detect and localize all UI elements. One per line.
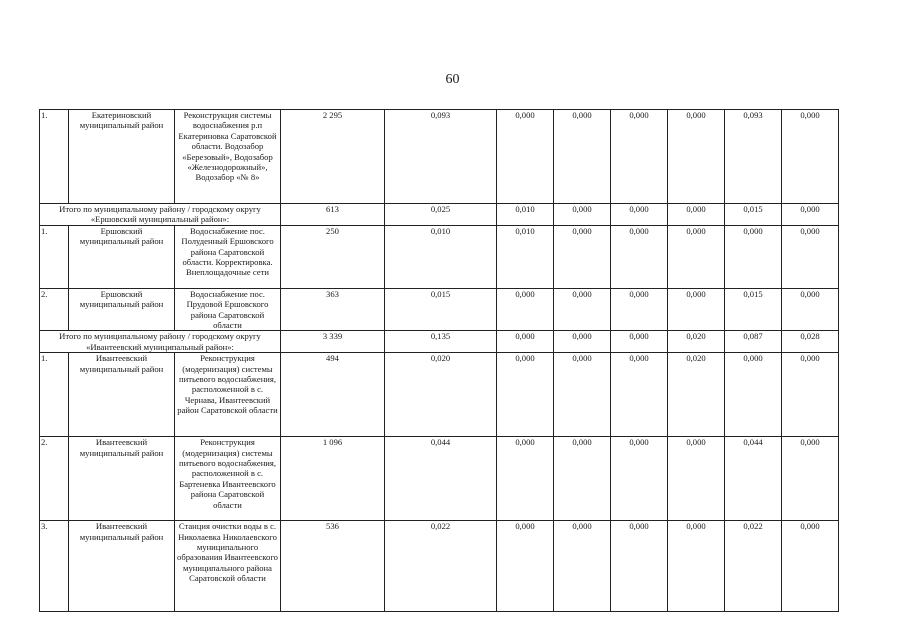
value-cell: 0,028	[782, 331, 839, 353]
value-cell: 0,087	[725, 331, 782, 353]
object-description: Реконструкция системы водоснабжения р.п Екатериновка Саратовской области. Водозабор «Березовый», Водозабор «Железнодорожный», Водозабор «№ 8»	[175, 110, 281, 204]
value-cell: 0,000	[611, 353, 668, 437]
value-cell: 0,015	[725, 288, 782, 331]
object-description: Водоснабжение пос. Прудовой Ершовского района Саратовской области	[175, 288, 281, 331]
row-number: 2.	[40, 437, 69, 521]
value-cell: 0,000	[668, 521, 725, 612]
value-cell: 0,044	[725, 437, 782, 521]
value-cell: 0,000	[611, 225, 668, 288]
district-name: Ивантеевский муниципальный район	[69, 353, 175, 437]
value-cell: 0,010	[497, 204, 554, 226]
row-number: 1.	[40, 225, 69, 288]
object-description: Станция очистки воды в с. Николаевка Николаевского муниципального образования Ивантеевского муниципального района Саратовской области	[175, 521, 281, 612]
value-cell: 0,020	[668, 353, 725, 437]
row-number: 3.	[40, 521, 69, 612]
value-cell: 2 295	[281, 110, 385, 204]
object-description: Водоснабжение пос. Полуденный Ершовского района Саратовской области. Корректировка. Внеплощадочные сети	[175, 225, 281, 288]
value-cell: 3 339	[281, 331, 385, 353]
value-cell: 0,093	[725, 110, 782, 204]
value-cell: 0,000	[782, 204, 839, 226]
total-row	[40, 204, 839, 226]
row-number: 1.	[40, 353, 69, 437]
table-row	[40, 225, 839, 288]
total-row	[40, 331, 839, 353]
value-cell: 0,000	[554, 288, 611, 331]
value-cell: 0,000	[611, 437, 668, 521]
value-cell: 0,000	[554, 110, 611, 204]
table-row	[40, 437, 839, 521]
value-cell: 0,000	[497, 288, 554, 331]
value-cell: 0,025	[385, 204, 497, 226]
value-cell: 0,000	[497, 331, 554, 353]
value-cell: 0,000	[668, 437, 725, 521]
value-cell: 0,022	[385, 521, 497, 612]
object-description: Реконструкция (модернизация) системы питьевого водоснабжения, расположенной в с. Чернава, Ивантеевский район Саратовской области	[175, 353, 281, 437]
object-description: Реконструкция (модернизация) системы питьевого водоснабжения, расположенной в с. Бартеневка Ивантеевского района Саратовской области	[175, 437, 281, 521]
district-name: Екатериновский муниципальный район	[69, 110, 175, 204]
value-cell: 0,000	[668, 225, 725, 288]
district-name: Ивантеевский муниципальный район	[69, 521, 175, 612]
table-row	[40, 353, 839, 437]
value-cell: 363	[281, 288, 385, 331]
value-cell: 0,000	[725, 353, 782, 437]
value-cell: 0,022	[725, 521, 782, 612]
value-cell: 0,000	[611, 331, 668, 353]
value-cell: 0,000	[554, 353, 611, 437]
value-cell: 0,000	[725, 225, 782, 288]
total-label: Итого по муниципальному району / городскому округу «Ершовский муниципальный район»:	[40, 204, 281, 226]
value-cell: 0,000	[782, 288, 839, 331]
district-name: Ивантеевский муниципальный район	[69, 437, 175, 521]
table-row	[40, 521, 839, 612]
table-row	[40, 110, 839, 204]
value-cell: 494	[281, 353, 385, 437]
value-cell: 0,000	[554, 225, 611, 288]
value-cell: 0,093	[385, 110, 497, 204]
value-cell: 0,000	[497, 353, 554, 437]
value-cell: 0,020	[668, 331, 725, 353]
value-cell: 0,000	[668, 288, 725, 331]
value-cell: 0,000	[782, 521, 839, 612]
value-cell: 0,000	[554, 437, 611, 521]
value-cell: 0,000	[611, 204, 668, 226]
value-cell: 0,015	[725, 204, 782, 226]
value-cell: 0,000	[668, 204, 725, 226]
value-cell: 0,000	[611, 110, 668, 204]
value-cell: 0,000	[611, 288, 668, 331]
value-cell: 0,015	[385, 288, 497, 331]
value-cell: 0,000	[782, 110, 839, 204]
value-cell: 0,000	[497, 521, 554, 612]
row-number: 1.	[40, 110, 69, 204]
value-cell: 613	[281, 204, 385, 226]
value-cell: 0,000	[611, 521, 668, 612]
value-cell: 0,000	[782, 353, 839, 437]
page-number: 60	[445, 72, 460, 87]
value-cell: 0,135	[385, 331, 497, 353]
table-row	[40, 288, 839, 331]
value-cell: 0,000	[554, 521, 611, 612]
value-cell: 250	[281, 225, 385, 288]
investment-table	[39, 109, 839, 612]
value-cell: 0,000	[782, 437, 839, 521]
district-name: Ершовский муниципальный район	[69, 288, 175, 331]
value-cell: 536	[281, 521, 385, 612]
value-cell: 0,044	[385, 437, 497, 521]
value-cell: 0,020	[385, 353, 497, 437]
value-cell: 0,000	[497, 437, 554, 521]
value-cell: 0,010	[385, 225, 497, 288]
value-cell: 0,000	[668, 110, 725, 204]
row-number: 2.	[40, 288, 69, 331]
value-cell: 0,000	[782, 225, 839, 288]
value-cell: 1 096	[281, 437, 385, 521]
value-cell: 0,000	[554, 331, 611, 353]
value-cell: 0,010	[497, 225, 554, 288]
value-cell: 0,000	[497, 110, 554, 204]
district-name: Ершовский муниципальный район	[69, 225, 175, 288]
value-cell: 0,000	[554, 204, 611, 226]
total-label: Итого по муниципальному району / городскому округу «Ивантеевский муниципальный район»:	[40, 331, 281, 353]
